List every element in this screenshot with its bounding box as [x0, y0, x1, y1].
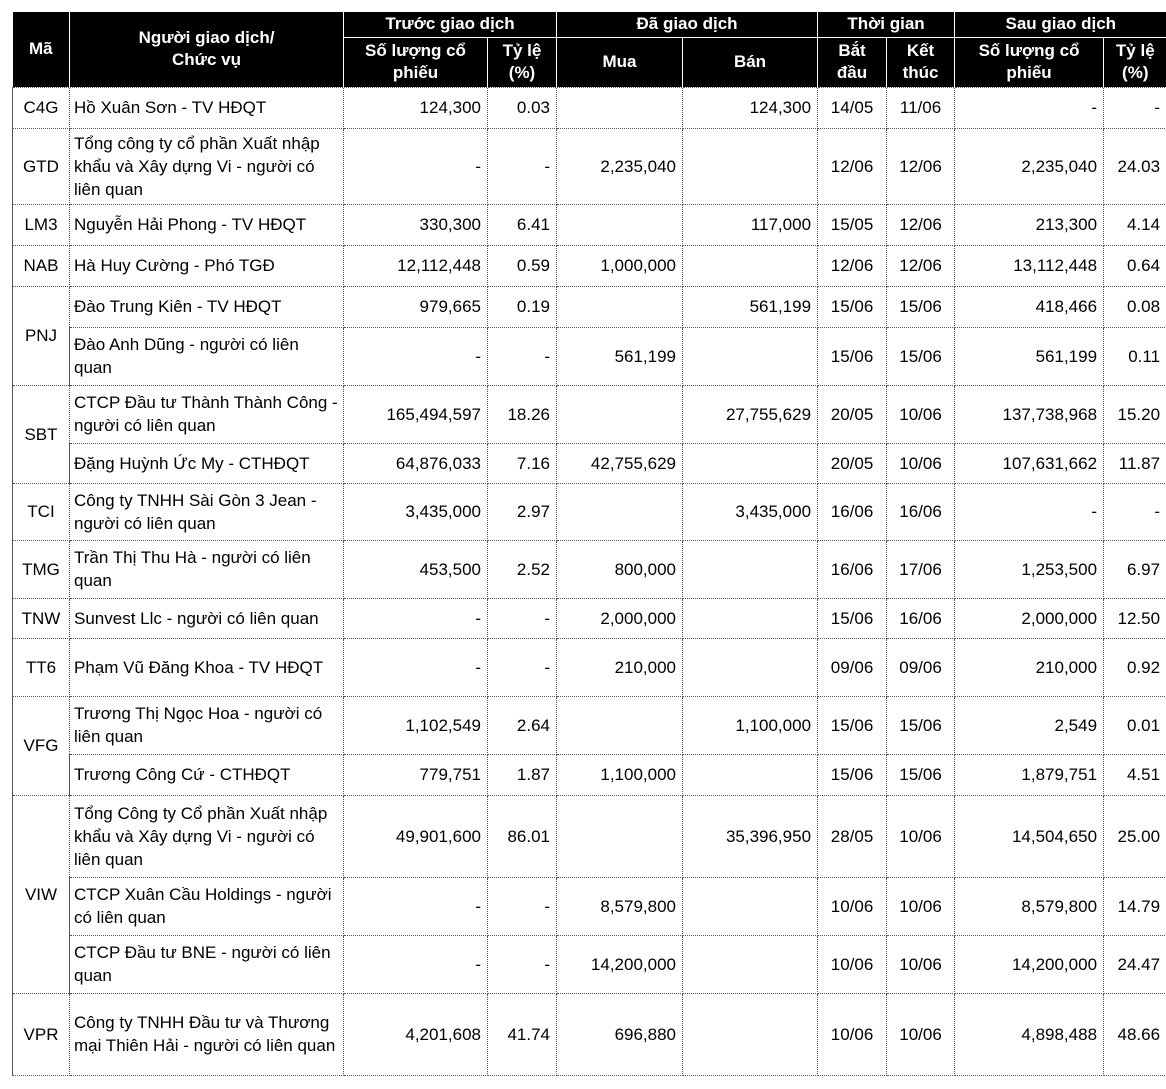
end-date-cell: 10/06 [887, 385, 955, 443]
sell-cell: 117,000 [683, 204, 818, 245]
after-qty-cell: - [955, 87, 1104, 128]
trader-name-cell: Tổng công ty cổ phần Xuất nhập khẩu và Xây dựng Vi - người có liên quan [70, 128, 344, 204]
before-pct-cell: 6.41 [488, 204, 557, 245]
end-date-cell: 16/06 [887, 483, 955, 540]
header-sau-so-luong: Số lượng cổ phiếu [955, 37, 1104, 87]
insider-trading-table [12, 12, 1166, 1076]
header-ket-thuc-line2: thúc [902, 63, 939, 82]
start-date-cell: 12/06 [818, 245, 887, 286]
before-pct-cell: 2.64 [488, 696, 557, 754]
stock-code-cell: GTD [13, 128, 70, 204]
sell-cell: 27,755,629 [683, 385, 818, 443]
after-pct-cell: - [1104, 87, 1166, 128]
table-row [13, 443, 1166, 483]
after-qty-cell: 418,466 [955, 286, 1104, 327]
after-qty-cell: 4,898,488 [955, 993, 1104, 1075]
before-qty-cell: 330,300 [344, 204, 488, 245]
end-date-cell: 10/06 [887, 877, 955, 935]
after-qty-cell: 210,000 [955, 638, 1104, 696]
stock-code-cell: NAB [13, 245, 70, 286]
before-pct-cell: 0.59 [488, 245, 557, 286]
sell-cell [683, 877, 818, 935]
sell-cell [683, 754, 818, 795]
buy-cell: 14,200,000 [557, 935, 683, 993]
start-date-cell: 12/06 [818, 128, 887, 204]
header-bat-dau-line1: Bắt [838, 41, 866, 60]
start-date-cell: 10/06 [818, 935, 887, 993]
sell-cell [683, 245, 818, 286]
end-date-cell: 15/06 [887, 327, 955, 385]
buy-cell [557, 87, 683, 128]
trader-name-cell: Công ty TNHH Đầu tư và Thương mại Thiên Hải - người có liên quan [70, 993, 344, 1075]
after-pct-cell: 0.01 [1104, 696, 1166, 754]
end-date-cell: 15/06 [887, 286, 955, 327]
sell-cell: 35,396,950 [683, 795, 818, 877]
table-row [13, 935, 1166, 993]
start-date-cell: 16/06 [818, 540, 887, 598]
header-truoc-so-luong: Số lượng cổ phiếu [344, 37, 488, 87]
trader-name-cell: Trương Thị Ngọc Hoa - người có liên quan [70, 696, 344, 754]
before-qty-cell: - [344, 935, 488, 993]
after-qty-cell: 1,253,500 [955, 540, 1104, 598]
start-date-cell: 09/06 [818, 638, 887, 696]
end-date-cell: 11/06 [887, 87, 955, 128]
table-row [13, 638, 1166, 696]
after-pct-cell: 0.11 [1104, 327, 1166, 385]
start-date-cell: 10/06 [818, 993, 887, 1075]
stock-code-cell: SBT [13, 385, 70, 483]
header-sau-ty-le [1104, 37, 1166, 87]
before-pct-cell: - [488, 128, 557, 204]
before-qty-cell: 1,102,549 [344, 696, 488, 754]
buy-cell [557, 795, 683, 877]
after-qty-cell: 2,235,040 [955, 128, 1104, 204]
sell-cell [683, 598, 818, 638]
sell-cell: 1,100,000 [683, 696, 818, 754]
before-qty-cell: - [344, 638, 488, 696]
end-date-cell: 10/06 [887, 993, 955, 1075]
before-qty-cell: - [344, 877, 488, 935]
before-pct-cell: 1.87 [488, 754, 557, 795]
table-row [13, 696, 1166, 754]
before-pct-cell: 41.74 [488, 993, 557, 1075]
after-qty-cell: 561,199 [955, 327, 1104, 385]
trader-name-cell: Đào Anh Dũng - người có liên quan [70, 327, 344, 385]
start-date-cell: 15/06 [818, 327, 887, 385]
after-qty-cell: 14,200,000 [955, 935, 1104, 993]
table-row [13, 483, 1166, 540]
buy-cell: 800,000 [557, 540, 683, 598]
trader-name-cell: Đặng Huỳnh Ức My - CTHĐQT [70, 443, 344, 483]
stock-code-cell: C4G [13, 87, 70, 128]
header-bat-dau-line2: đầu [836, 63, 868, 82]
table-row [13, 540, 1166, 598]
header-mua: Mua [557, 37, 683, 87]
before-qty-cell: - [344, 598, 488, 638]
after-qty-cell: 2,549 [955, 696, 1104, 754]
after-qty-cell: 213,300 [955, 204, 1104, 245]
before-pct-cell: 0.03 [488, 87, 557, 128]
table-row [13, 286, 1166, 327]
before-qty-cell: 165,494,597 [344, 385, 488, 443]
before-qty-cell: 12,112,448 [344, 245, 488, 286]
buy-cell: 2,235,040 [557, 128, 683, 204]
trader-name-cell: Hà Huy Cường - Phó TGĐ [70, 245, 344, 286]
end-date-cell: 10/06 [887, 443, 955, 483]
trader-name-cell: Nguyễn Hải Phong - TV HĐQT [70, 204, 344, 245]
buy-cell: 210,000 [557, 638, 683, 696]
after-pct-cell: 24.47 [1104, 935, 1166, 993]
start-date-cell: 16/06 [818, 483, 887, 540]
buy-cell: 1,100,000 [557, 754, 683, 795]
after-pct-cell: 24.03 [1104, 128, 1166, 204]
after-qty-cell: 2,000,000 [955, 598, 1104, 638]
stock-code-cell: LM3 [13, 204, 70, 245]
table-row [13, 327, 1166, 385]
after-qty-cell: 13,112,448 [955, 245, 1104, 286]
stock-code-cell: TMG [13, 540, 70, 598]
before-qty-cell: 779,751 [344, 754, 488, 795]
after-pct-cell: 11.87 [1104, 443, 1166, 483]
before-qty-cell: 124,300 [344, 87, 488, 128]
table-row [13, 993, 1166, 1075]
before-pct-cell: 7.16 [488, 443, 557, 483]
sell-cell [683, 993, 818, 1075]
end-date-cell: 10/06 [887, 935, 955, 993]
buy-cell: 561,199 [557, 327, 683, 385]
table-body [13, 87, 1166, 1075]
buy-cell: 8,579,800 [557, 877, 683, 935]
before-pct-cell: - [488, 877, 557, 935]
end-date-cell: 15/06 [887, 754, 955, 795]
before-qty-cell: 64,876,033 [344, 443, 488, 483]
header-ket-thuc [887, 37, 955, 87]
before-qty-cell: - [344, 128, 488, 204]
end-date-cell: 09/06 [887, 638, 955, 696]
buy-cell [557, 385, 683, 443]
before-qty-cell: - [344, 327, 488, 385]
start-date-cell: 15/05 [818, 204, 887, 245]
header-ty-le-line1: Tỷ lệ [502, 41, 542, 60]
header-ma: Mã [13, 12, 70, 87]
before-pct-cell: 2.52 [488, 540, 557, 598]
before-pct-cell: - [488, 935, 557, 993]
after-pct-cell: 4.51 [1104, 754, 1166, 795]
table-row [13, 598, 1166, 638]
start-date-cell: 15/06 [818, 754, 887, 795]
sell-cell [683, 540, 818, 598]
after-pct-cell: 25.00 [1104, 795, 1166, 877]
stock-code-cell: TCI [13, 483, 70, 540]
trader-name-cell: Công ty TNHH Sài Gòn 3 Jean - người có liên quan [70, 483, 344, 540]
trader-name-cell: CTCP Đầu tư Thành Thành Công - người có liên quan [70, 385, 344, 443]
header-da-giao-dich: Đã giao dịch [557, 12, 818, 37]
trader-name-cell: CTCP Đầu tư BNE - người có liên quan [70, 935, 344, 993]
after-qty-cell: 137,738,968 [955, 385, 1104, 443]
stock-code-cell: TT6 [13, 638, 70, 696]
trader-name-cell: Trần Thị Thu Hà - người có liên quan [70, 540, 344, 598]
trader-name-cell: Đào Trung Kiên - TV HĐQT [70, 286, 344, 327]
table-row [13, 245, 1166, 286]
end-date-cell: 16/06 [887, 598, 955, 638]
sell-cell [683, 638, 818, 696]
after-pct-cell: - [1104, 483, 1166, 540]
header-ty-le-line2: (%) [1122, 63, 1149, 82]
after-qty-cell: 107,631,662 [955, 443, 1104, 483]
table-row [13, 87, 1166, 128]
buy-cell [557, 696, 683, 754]
buy-cell [557, 286, 683, 327]
after-pct-cell: 6.97 [1104, 540, 1166, 598]
end-date-cell: 10/06 [887, 795, 955, 877]
before-pct-cell: - [488, 327, 557, 385]
start-date-cell: 15/06 [818, 598, 887, 638]
header-nguoi-giao-dich [70, 12, 344, 87]
stock-code-cell: TNW [13, 598, 70, 638]
table-row [13, 795, 1166, 877]
buy-cell: 1,000,000 [557, 245, 683, 286]
header-truoc-giao-dich: Trước giao dịch [344, 12, 557, 37]
sell-cell: 561,199 [683, 286, 818, 327]
stock-code-cell: VFG [13, 696, 70, 795]
buy-cell: 696,880 [557, 993, 683, 1075]
sell-cell [683, 128, 818, 204]
after-qty-cell: - [955, 483, 1104, 540]
before-qty-cell: 49,901,600 [344, 795, 488, 877]
before-qty-cell: 979,665 [344, 286, 488, 327]
after-pct-cell: 12.50 [1104, 598, 1166, 638]
table-row [13, 385, 1166, 443]
header-ket-thuc-line1: Kết [906, 41, 935, 60]
trader-name-cell: Phạm Vũ Đăng Khoa - TV HĐQT [70, 638, 344, 696]
table-row [13, 754, 1166, 795]
sell-cell: 124,300 [683, 87, 818, 128]
after-pct-cell: 0.92 [1104, 638, 1166, 696]
before-pct-cell: 2.97 [488, 483, 557, 540]
table-row [13, 128, 1166, 204]
before-pct-cell: - [488, 638, 557, 696]
after-pct-cell: 15.20 [1104, 385, 1166, 443]
header-nguoi-line2: Chức vụ [172, 50, 241, 70]
sell-cell [683, 327, 818, 385]
start-date-cell: 15/06 [818, 286, 887, 327]
stock-code-cell: PNJ [13, 286, 70, 385]
end-date-cell: 17/06 [887, 540, 955, 598]
end-date-cell: 12/06 [887, 245, 955, 286]
header-ty-le-line1: Tỷ lệ [1115, 41, 1155, 60]
after-pct-cell: 4.14 [1104, 204, 1166, 245]
sell-cell [683, 443, 818, 483]
before-qty-cell: 3,435,000 [344, 483, 488, 540]
header-truoc-ty-le [488, 37, 557, 87]
header-thoi-gian: Thời gian [818, 12, 955, 37]
after-pct-cell: 0.64 [1104, 245, 1166, 286]
before-pct-cell: - [488, 598, 557, 638]
end-date-cell: 12/06 [887, 128, 955, 204]
after-qty-cell: 8,579,800 [955, 877, 1104, 935]
after-qty-cell: 14,504,650 [955, 795, 1104, 877]
before-pct-cell: 18.26 [488, 385, 557, 443]
start-date-cell: 15/06 [818, 696, 887, 754]
sell-cell [683, 935, 818, 993]
header-bat-dau [818, 37, 887, 87]
header-ban: Bán [683, 37, 818, 87]
stock-code-cell: VIW [13, 795, 70, 993]
header-ty-le-line2: (%) [508, 63, 536, 82]
buy-cell [557, 483, 683, 540]
header-nguoi-line1: Người giao dịch/ [138, 28, 275, 48]
before-pct-cell: 0.19 [488, 286, 557, 327]
stock-code-cell: VPR [13, 993, 70, 1075]
end-date-cell: 15/06 [887, 696, 955, 754]
before-qty-cell: 453,500 [344, 540, 488, 598]
table-header [13, 12, 1166, 87]
start-date-cell: 10/06 [818, 877, 887, 935]
table-row [13, 204, 1166, 245]
buy-cell [557, 204, 683, 245]
after-qty-cell: 1,879,751 [955, 754, 1104, 795]
trader-name-cell: Sunvest Llc - người có liên quan [70, 598, 344, 638]
sell-cell: 3,435,000 [683, 483, 818, 540]
after-pct-cell: 14.79 [1104, 877, 1166, 935]
trader-name-cell: CTCP Xuân Cầu Holdings - người có liên quan [70, 877, 344, 935]
before-qty-cell: 4,201,608 [344, 993, 488, 1075]
start-date-cell: 20/05 [818, 385, 887, 443]
table-row [13, 877, 1166, 935]
end-date-cell: 12/06 [887, 204, 955, 245]
trader-name-cell: Trương Công Cứ - CTHĐQT [70, 754, 344, 795]
after-pct-cell: 48.66 [1104, 993, 1166, 1075]
start-date-cell: 28/05 [818, 795, 887, 877]
start-date-cell: 20/05 [818, 443, 887, 483]
buy-cell: 2,000,000 [557, 598, 683, 638]
start-date-cell: 14/05 [818, 87, 887, 128]
buy-cell: 42,755,629 [557, 443, 683, 483]
insider-trading-table-container [12, 12, 1166, 1076]
trader-name-cell: Hồ Xuân Sơn - TV HĐQT [70, 87, 344, 128]
after-pct-cell: 0.08 [1104, 286, 1166, 327]
before-pct-cell: 86.01 [488, 795, 557, 877]
header-sau-giao-dich: Sau giao dịch [955, 12, 1166, 37]
trader-name-cell: Tổng Công ty Cổ phần Xuất nhập khẩu và Xây dựng Vi - người có liên quan [70, 795, 344, 877]
